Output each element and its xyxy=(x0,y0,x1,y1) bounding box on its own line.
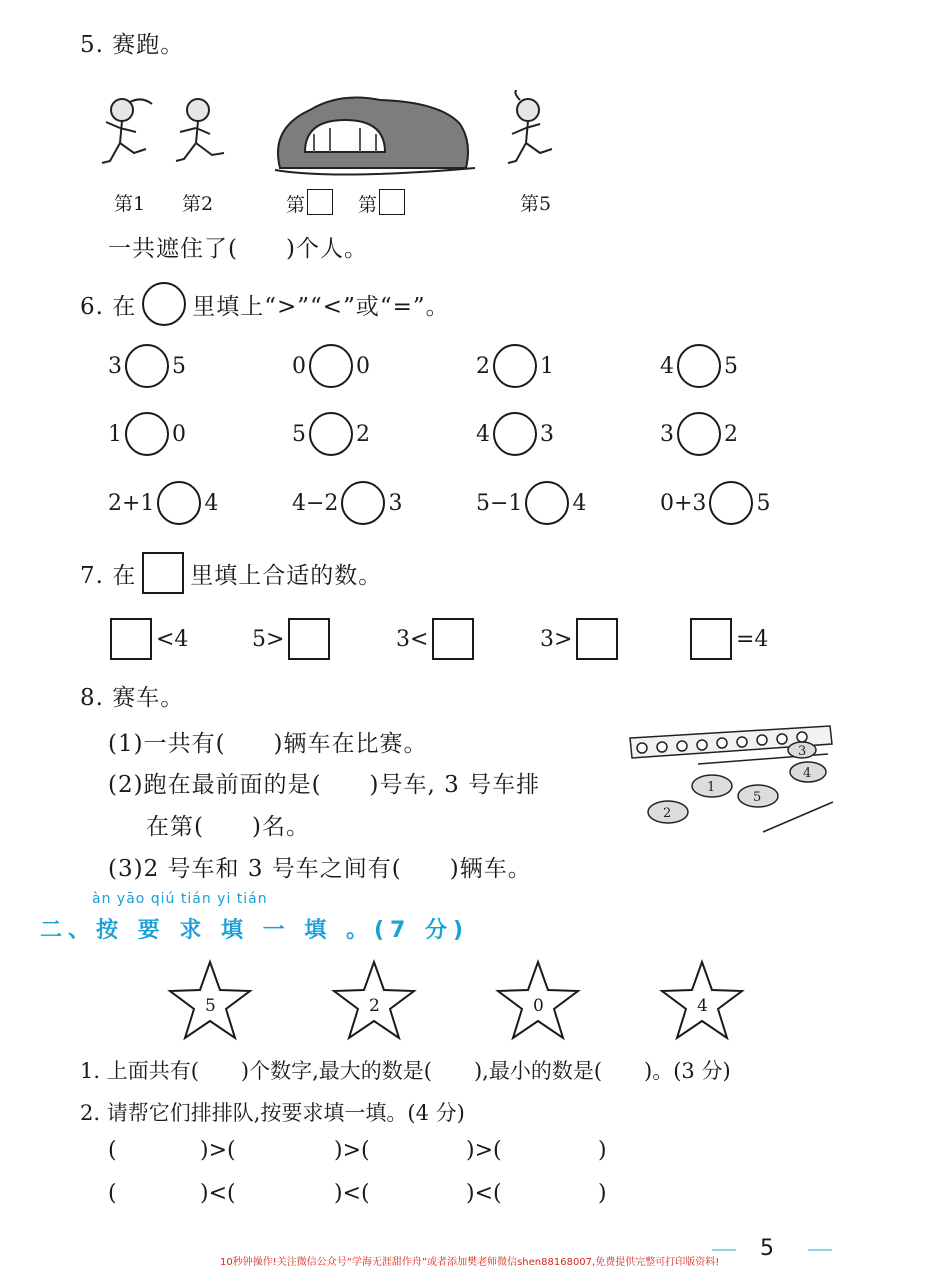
car-3-label: 3 xyxy=(798,744,807,759)
answer-box[interactable] xyxy=(690,618,732,660)
compare-item: 4 5 xyxy=(660,344,738,388)
rank-label-3: 第 xyxy=(286,189,333,217)
answer-circle[interactable] xyxy=(341,481,385,525)
order-row-less-sep: )<( xyxy=(200,1181,236,1206)
answer-box[interactable] xyxy=(576,618,618,660)
page-number-rule xyxy=(712,1249,736,1251)
rank-label-1: 第1 xyxy=(114,193,146,215)
order-row-greater-sep: )>( xyxy=(200,1138,236,1163)
answer-circle[interactable] xyxy=(677,412,721,456)
compare-item: 3 2 xyxy=(660,412,738,456)
q8-part3: (3)2 号车和 3 号车之间有( )辆车。 xyxy=(108,856,532,882)
stars-row xyxy=(160,958,760,1044)
star-number: 5 xyxy=(205,996,216,1016)
section2-pinyin: àn yāo qiú tián yi tián xyxy=(92,891,268,907)
section2-title: 二、按 要 求 填 一 填 。(7 分) xyxy=(40,918,470,943)
q8-title: 8. 赛车。 xyxy=(80,685,185,711)
order-row-greater-end: ) xyxy=(598,1138,607,1163)
compare-item: 4 3 xyxy=(476,412,554,456)
rank-label-2: 第2 xyxy=(182,193,214,215)
race-car-illustration xyxy=(628,720,838,835)
runner-2 xyxy=(176,99,224,161)
runner-5 xyxy=(508,90,552,163)
car-1-label: 1 xyxy=(707,780,716,795)
q5-title: 5. 赛跑。 xyxy=(80,32,185,58)
q8-part1: (1)一共有( )辆车在比赛。 xyxy=(108,731,428,757)
order-row-less-sep: )<( xyxy=(334,1181,370,1206)
answer-circle[interactable] xyxy=(677,344,721,388)
order-row-less-sep: )<( xyxy=(466,1181,502,1206)
fill-item: 3< xyxy=(396,618,474,660)
rank-label-5: 第5 xyxy=(520,193,552,215)
runner-1 xyxy=(102,99,152,163)
fill-item: 3> xyxy=(540,618,618,660)
footer-notice: 10秒钟操作!关注微信公众号“学海无涯甜作舟”或者添加樊老师微信shen88168007,免费提供完整可打印版资料! xyxy=(220,1257,720,1268)
rank-label-4: 第 xyxy=(358,189,405,217)
compare-item: 0+3 5 xyxy=(660,481,770,525)
q6-title: 6. 在 里填上“>”“<”或“=”。 xyxy=(80,282,450,326)
car-4-label: 4 xyxy=(803,766,812,781)
s2-question2: 2. 请帮它们排排队,按要求填一填。(4 分) xyxy=(80,1101,465,1125)
q8-part2-cont: 在第( )名。 xyxy=(146,814,310,840)
compare-item: 4−2 3 xyxy=(292,481,402,525)
q8-part2: (2)跑在最前面的是( )号车, 3 号车排 xyxy=(108,772,541,798)
compare-item: 2 1 xyxy=(476,344,554,388)
answer-circle[interactable] xyxy=(309,344,353,388)
compare-item: 5−1 4 xyxy=(476,481,586,525)
order-row-greater: ( xyxy=(108,1138,117,1163)
fill-item: =4 xyxy=(690,618,768,660)
q5-question: 一共遮住了( )个人。 xyxy=(108,236,368,262)
star-number: 0 xyxy=(533,996,544,1016)
answer-circle[interactable] xyxy=(709,481,753,525)
compare-item: 1 0 xyxy=(108,412,186,456)
tunnel-rock xyxy=(275,98,475,175)
circle-icon xyxy=(142,282,186,326)
compare-item: 3 5 xyxy=(108,344,186,388)
answer-circle[interactable] xyxy=(309,412,353,456)
answer-box[interactable] xyxy=(110,618,152,660)
answer-box[interactable] xyxy=(307,189,333,215)
answer-box[interactable] xyxy=(379,189,405,215)
answer-circle[interactable] xyxy=(493,412,537,456)
order-row-less-end: ) xyxy=(598,1181,607,1206)
page-number: 5 xyxy=(760,1236,774,1261)
order-row-greater-sep: )>( xyxy=(334,1138,370,1163)
page-number-rule xyxy=(808,1249,832,1251)
q7-title: 7. 在 里填上合适的数。 xyxy=(80,552,382,594)
fill-item: <4 xyxy=(110,618,188,660)
s2-question1: 1. 上面共有( )个数字,最大的数是( ),最小的数是( )。(3 分) xyxy=(80,1059,731,1083)
fill-item: 5> xyxy=(252,618,330,660)
answer-box[interactable] xyxy=(432,618,474,660)
car-5-label: 5 xyxy=(753,790,762,805)
compare-item: 2+1 4 xyxy=(108,481,218,525)
answer-circle[interactable] xyxy=(493,344,537,388)
star-number: 2 xyxy=(369,996,380,1016)
compare-item: 5 2 xyxy=(292,412,370,456)
answer-circle[interactable] xyxy=(125,344,169,388)
compare-item: 0 0 xyxy=(292,344,370,388)
car-2-label: 2 xyxy=(663,806,672,821)
answer-circle[interactable] xyxy=(157,481,201,525)
order-row-greater-sep: )>( xyxy=(466,1138,502,1163)
square-icon xyxy=(142,552,184,594)
answer-box[interactable] xyxy=(288,618,330,660)
order-row-less: ( xyxy=(108,1181,117,1206)
answer-circle[interactable] xyxy=(525,481,569,525)
answer-circle[interactable] xyxy=(125,412,169,456)
star-number: 4 xyxy=(697,996,708,1016)
race-illustration xyxy=(100,90,580,180)
